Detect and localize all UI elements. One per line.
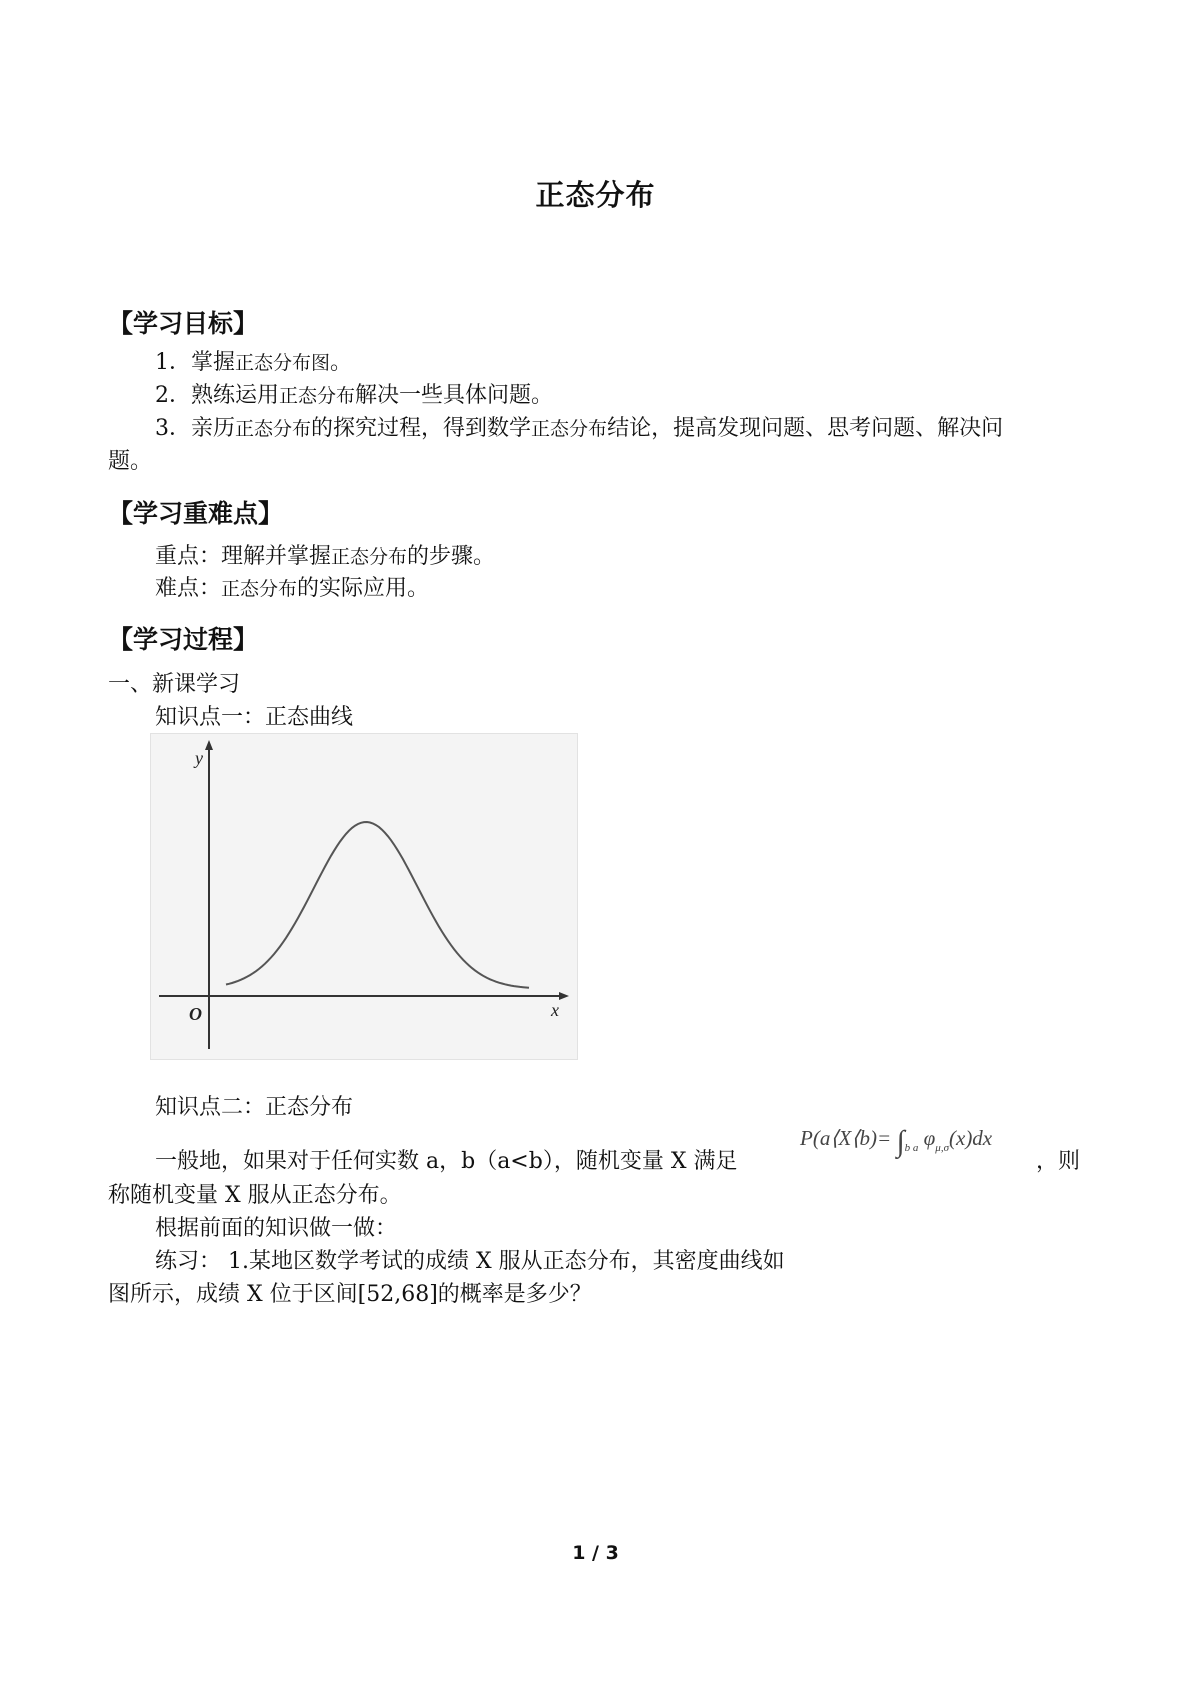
page-number: 1 / 3	[572, 1542, 619, 1564]
key-text: 重点：理解并掌握	[155, 544, 332, 569]
goal-text: 的探究过程，得到数学	[311, 416, 532, 441]
practice-intro: 根据前面的知识做一做：	[155, 1216, 398, 1241]
goal-text-small: 正态分布	[235, 418, 312, 440]
diff-text: 难点：	[155, 576, 222, 601]
goal-item-2	[155, 380, 553, 412]
normal-curve	[226, 822, 529, 988]
formula-rhs: (x)dx	[949, 1126, 993, 1150]
x-axis-arrow	[559, 992, 569, 1000]
definition-text: 一般地，如果对于任何实数 a，b（a<b），随机变量 X 满足	[155, 1149, 738, 1174]
key-text: 的步骤。	[407, 544, 496, 569]
knowledge-point-1: 知识点一：正态曲线	[155, 705, 354, 730]
x-axis-label: x	[551, 1000, 559, 1020]
key-text-small: 正态分布	[331, 546, 408, 568]
page-title: 正态分布	[535, 178, 656, 212]
exercise-line-1: 练习： 1.某地区数学考试的成绩 X 服从正态分布，其密度曲线如	[155, 1249, 785, 1274]
goal-text-small: 正态分布	[279, 385, 356, 407]
goal-text: 。	[330, 350, 353, 375]
goal-text: 亲历	[191, 416, 236, 441]
goal-num: 1．	[155, 350, 191, 375]
goal-item-3-wrap: 题。	[108, 449, 153, 474]
diff-text: 的实际应用。	[297, 576, 430, 601]
normal-curve-svg	[151, 734, 577, 1059]
integral-limits: b a	[904, 1142, 919, 1154]
formula-lhs: P(a⟨X⟨b)=	[800, 1126, 892, 1150]
goal-text: 结论，提高发现问题、思考问题、解决问	[607, 416, 1004, 441]
goal-item-1	[155, 347, 352, 379]
goal-item-3	[155, 413, 1003, 445]
integral-sign: ∫	[896, 1125, 905, 1158]
definition-text-2: 称随机变量 X 服从正态分布。	[108, 1183, 402, 1208]
section-heading-process: 【学习过程】	[108, 625, 259, 654]
formula-phi: φ	[923, 1126, 936, 1150]
difficulty-line	[155, 573, 429, 605]
exercise-line-2: 图所示，成绩 X 位于区间[52,68]的概率是多少？	[108, 1282, 592, 1307]
origin-label: O	[189, 1004, 202, 1024]
goal-num: 2．	[155, 383, 191, 408]
goal-text: 熟练运用	[191, 383, 280, 408]
knowledge-point-2: 知识点二：正态分布	[155, 1095, 354, 1120]
section-heading-key-points: 【学习重难点】	[108, 499, 284, 528]
part-heading-new-lesson: 一、新课学习	[108, 672, 241, 697]
goal-text-small: 正态分布	[531, 418, 608, 440]
normal-curve-figure	[150, 733, 578, 1060]
y-axis-label: y	[195, 748, 203, 768]
diff-text-small: 正态分布	[221, 578, 298, 600]
goal-text: 解决一些具体问题。	[355, 383, 554, 408]
y-axis-arrow	[205, 740, 213, 750]
goal-text-small: 正态分布图	[235, 352, 331, 374]
formula-subscript: μ,σ	[935, 1142, 949, 1154]
definition-text-end: ，则	[1036, 1149, 1081, 1174]
goal-num: 3．	[155, 416, 191, 441]
goal-text: 掌握	[191, 350, 236, 375]
section-heading-goals: 【学习目标】	[108, 309, 259, 338]
probability-formula	[800, 1125, 992, 1159]
key-point-line	[155, 541, 495, 573]
